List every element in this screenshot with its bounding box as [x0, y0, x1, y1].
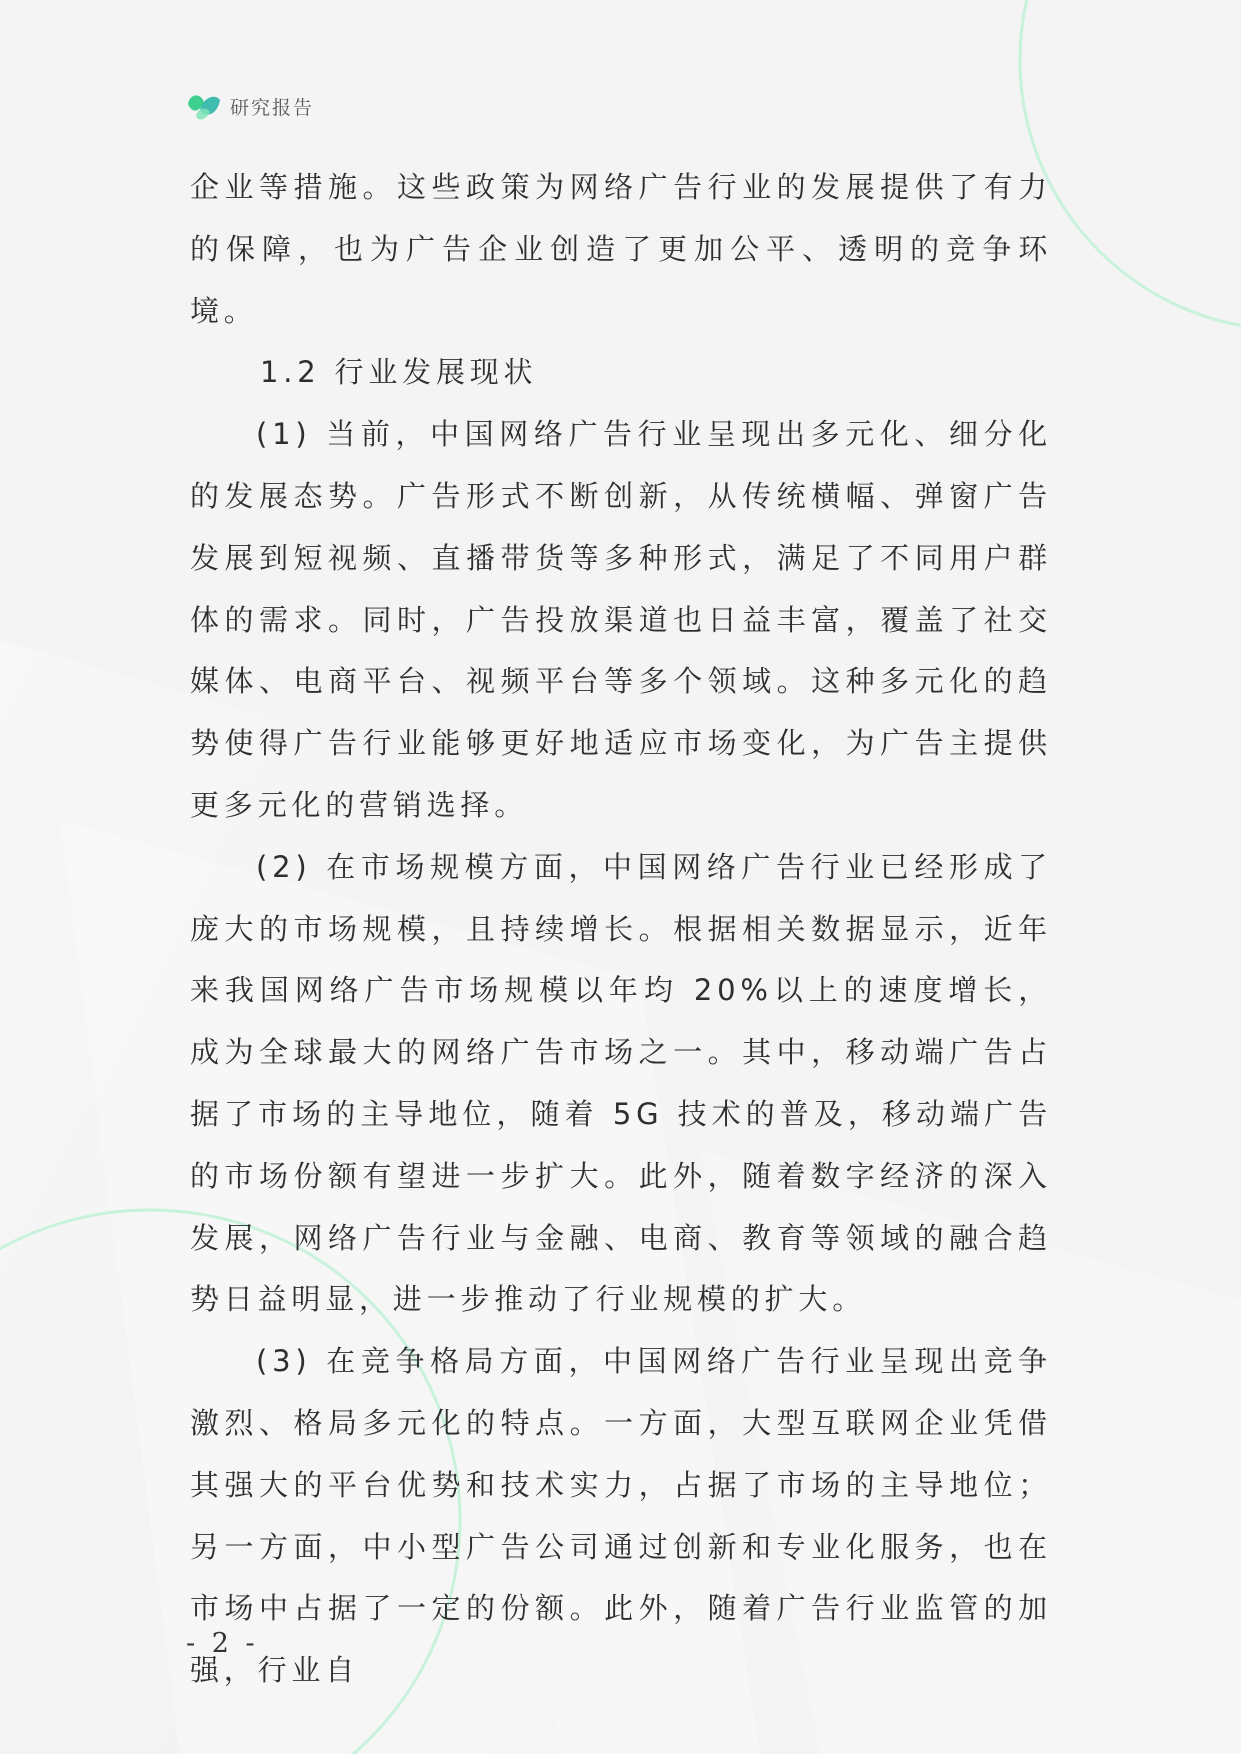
body-paragraph-2: (2) 在市场规模方面，中国网络广告行业已经形成了庞大的市场规模，且持续增长。根据相关数据显示，近年来我国网络广告市场规模以年均 20%以上的速度增长，成为全球最大的网络广告市场之一。其中，移动端广告占据了市场的主导地位，随着 5G 技术的普及，移动端广告的市场份额有望进一步扩大。此外，随着数字经济的深入发展，网络广告行业与金融、电商、教育等领域的融合趋势日益明显，进一步推动了行业规模的扩大。: [190, 849, 1052, 1317]
leaf-logo-icon: [186, 90, 222, 122]
page-number: - 2 -: [186, 1628, 259, 1659]
page-header: [186, 88, 314, 124]
body-paragraph-1: (1) 当前，中国网络广告行业呈现出多元化、细分化的发展态势。广告形式不断创新，从传统横幅、弹窗广告发展到短视频、直播带货等多种形式，满足了不同用户群体的需求。同时，广告投放渠道也日益丰富，覆盖了社交媒体、电商平台、视频平台等多个领域。这种多元化的趋势使得广告行业能够更好地适应市场变化，为广告主提供更多元化的营销选择。: [190, 417, 1052, 822]
document-body: [190, 157, 1052, 1702]
section-heading: 1.2 行业发展现状: [260, 355, 538, 390]
continuation-paragraph: 企业等措施。这些政策为网络广告行业的发展提供了有力的保障，也为广告企业创造了更加公平、透明的竞争环境。: [190, 170, 1052, 328]
header-label: 研究报告: [230, 96, 315, 119]
body-paragraph-3: (3) 在竞争格局方面，中国网络广告行业呈现出竞争激烈、格局多元化的特点。一方面，大型互联网企业凭借其强大的平台优势和技术实力，占据了市场的主导地位；另一方面，中小型广告公司通过创新和专业化服务，也在市场中占据了一定的份额。此外，随着广告行业监管的加强，行业自: [190, 1344, 1052, 1688]
